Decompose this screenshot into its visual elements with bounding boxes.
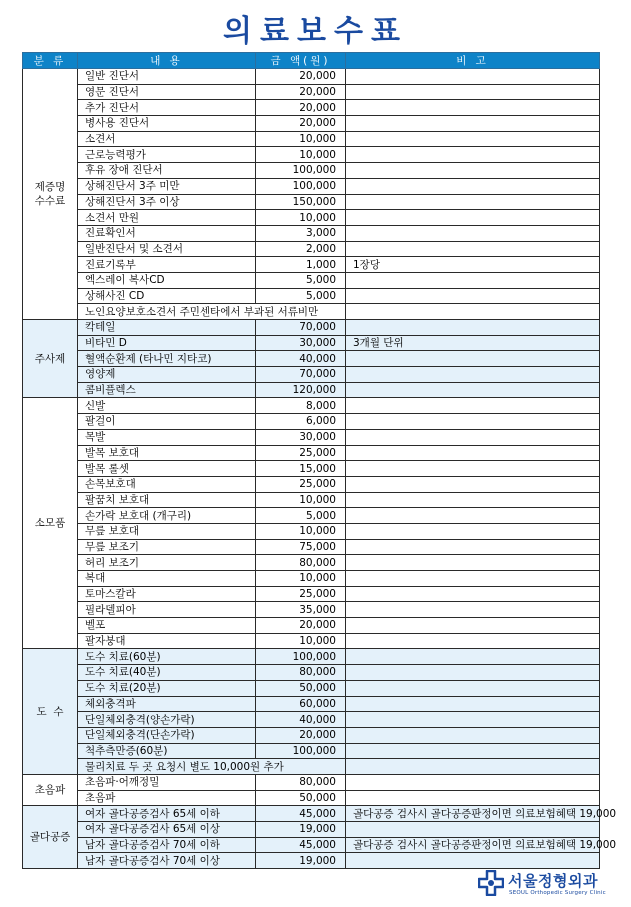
table-row [23,272,600,288]
header-category: 분 류 [23,53,78,69]
category-label: 소모품 [34,517,66,530]
category-label: 초음파 [34,784,66,797]
amount-cell: 10,000 [256,492,346,508]
amount-cell: 60,000 [256,696,346,712]
amount-cell: 10,000 [256,523,346,539]
table-row [23,523,600,539]
amount-cell: 100,000 [256,163,346,179]
category-label: 도 수 [36,705,64,718]
note-cell [346,382,600,398]
item-cell: 단일체외충격(양손가락) [78,712,256,728]
note-cell [346,100,600,116]
note-cell [346,272,600,288]
item-cell: 무릎 보호대 [78,523,256,539]
amount-cell: 30,000 [256,429,346,445]
note-cell: 골다공증 검사시 골다공증판정이면 의료보험혜택 19,000 [346,806,600,822]
table-row [23,414,600,430]
table-row [23,194,600,210]
amount-cell: 25,000 [256,476,346,492]
table-row [23,649,600,665]
item-cell: 벨포 [78,618,256,634]
item-cell: 노인요양보호소견서 주민센타에서 부과된 서류비만 [78,304,346,320]
table-row [23,116,600,132]
note-cell [346,210,600,226]
item-cell: 엑스레이 복사CD [78,272,256,288]
note-cell [346,822,600,838]
table-row [23,445,600,461]
note-cell [346,665,600,681]
note-cell [346,727,600,743]
item-cell: 단일체외충격(단손가락) [78,727,256,743]
amount-cell: 45,000 [256,837,346,853]
table-row [23,759,600,775]
note-cell [346,429,600,445]
amount-cell: 5,000 [256,272,346,288]
amount-cell: 20,000 [256,69,346,85]
table-row [23,367,600,383]
table-row [23,774,600,790]
amount-cell: 100,000 [256,743,346,759]
amount-cell: 70,000 [256,320,346,336]
clinic-name: 서울정형외과 [508,872,598,890]
note-cell [346,351,600,367]
note-cell [346,743,600,759]
note-cell [346,367,600,383]
item-cell: 진료확인서 [78,225,256,241]
amount-cell: 25,000 [256,586,346,602]
amount-cell: 50,000 [256,790,346,806]
table-row [23,100,600,116]
table-row [23,84,600,100]
amount-cell: 80,000 [256,555,346,571]
amount-cell: 40,000 [256,351,346,367]
table-row [23,335,600,351]
amount-cell: 75,000 [256,539,346,555]
item-cell: 도수 치료(20분) [78,680,256,696]
item-cell: 발목 롤셋 [78,461,256,477]
note-cell [346,508,600,524]
item-cell: 영문 진단서 [78,84,256,100]
note-cell [346,320,600,336]
item-cell: 척추측만증(60분) [78,743,256,759]
item-cell: 손목보호대 [78,476,256,492]
amount-cell: 100,000 [256,649,346,665]
header-content: 내 용 [78,53,256,69]
note-cell [346,84,600,100]
item-cell: 허리 보조기 [78,555,256,571]
amount-cell: 100,000 [256,178,346,194]
note-cell [346,602,600,618]
amount-cell: 35,000 [256,602,346,618]
table-row [23,602,600,618]
table-row [23,555,600,571]
table-row [23,304,600,320]
table-row [23,571,600,587]
note-cell [346,680,600,696]
category-cell [23,320,78,398]
amount-cell: 10,000 [256,571,346,587]
item-cell: 소견서 만원 [78,210,256,226]
table-row [23,696,600,712]
category-label: 골다공증 [29,831,71,844]
amount-cell: 20,000 [256,727,346,743]
table-row [23,853,600,869]
note-cell [346,194,600,210]
note-cell [346,163,600,179]
note-cell [346,178,600,194]
note-cell [346,147,600,163]
amount-cell: 25,000 [256,445,346,461]
table-row [23,476,600,492]
note-cell [346,696,600,712]
note-cell [346,853,600,869]
item-cell: 목발 [78,429,256,445]
note-cell [346,476,600,492]
amount-cell: 40,000 [256,712,346,728]
category-cell [23,806,78,869]
item-cell: 복대 [78,571,256,587]
item-cell: 칵테일 [78,320,256,336]
table-row [23,837,600,853]
note-cell [346,116,600,132]
amount-cell: 80,000 [256,665,346,681]
amount-cell: 6,000 [256,414,346,430]
table-row [23,320,600,336]
category-label: 주사제 [34,352,66,365]
note-cell [346,774,600,790]
amount-cell: 30,000 [256,335,346,351]
category-cell [23,398,78,649]
amount-cell: 8,000 [256,398,346,414]
item-cell: 팔자붕대 [78,633,256,649]
table-row [23,241,600,257]
item-cell: 발목 보호대 [78,445,256,461]
table-row [23,257,600,273]
table-row [23,806,600,822]
item-cell: 체외충격파 [78,696,256,712]
note-cell [346,571,600,587]
item-cell: 신발 [78,398,256,414]
item-cell: 초음파 [78,790,256,806]
item-cell: 근로능력평가 [78,147,256,163]
table-row [23,633,600,649]
table-row [23,225,600,241]
amount-cell: 70,000 [256,367,346,383]
amount-cell: 20,000 [256,84,346,100]
clinic-cross-icon [478,870,504,896]
note-cell [346,555,600,571]
table-row [23,665,600,681]
category-label: 제증명 수수료 [34,181,66,207]
clinic-subtitle: SEOUL Orthopedic Surgery Clinic [509,890,606,896]
note-cell [346,414,600,430]
item-cell: 여자 골다공증검사 65세 이상 [78,822,256,838]
amount-cell: 20,000 [256,116,346,132]
amount-cell: 150,000 [256,194,346,210]
item-cell: 소견서 [78,131,256,147]
item-cell: 후유 장애 진단서 [78,163,256,179]
amount-cell: 20,000 [256,618,346,634]
amount-cell: 19,000 [256,822,346,838]
note-cell [346,649,600,665]
note-cell [346,225,600,241]
amount-cell: 50,000 [256,680,346,696]
table-row [23,492,600,508]
header-note: 비 고 [346,53,600,69]
amount-cell: 10,000 [256,147,346,163]
category-cell [23,69,78,320]
note-cell [346,586,600,602]
item-cell: 도수 치료(40분) [78,665,256,681]
amount-cell: 10,000 [256,633,346,649]
table-row [23,351,600,367]
item-cell: 무릎 보조기 [78,539,256,555]
note-cell: 3개월 단위 [346,335,600,351]
note-cell [346,131,600,147]
table-row [23,398,600,414]
item-cell: 팔꿈치 보호대 [78,492,256,508]
item-cell: 콤비플렉스 [78,382,256,398]
item-cell: 영양제 [78,367,256,383]
note-cell [346,539,600,555]
table-row [23,163,600,179]
amount-cell: 5,000 [256,288,346,304]
item-cell: 팔걸이 [78,414,256,430]
table-row [23,382,600,398]
table-row [23,147,600,163]
fee-table [22,52,617,869]
note-cell [346,523,600,539]
note-cell [346,288,600,304]
note-cell [346,759,600,775]
item-cell: 상해진단서 3주 이상 [78,194,256,210]
table-row [23,539,600,555]
amount-cell: 3,000 [256,225,346,241]
table-row [23,712,600,728]
item-cell: 추가 진단서 [78,100,256,116]
item-cell: 상해사진 CD [78,288,256,304]
amount-cell: 1,000 [256,257,346,273]
note-cell [346,69,600,85]
note-cell: 1장당 [346,257,600,273]
note-cell [346,445,600,461]
amount-cell: 10,000 [256,131,346,147]
table-row [23,586,600,602]
table-row [23,743,600,759]
note-cell: 골다공증 검사시 골다공증판정이면 의료보험혜택 19,000 [346,837,600,853]
amount-cell: 120,000 [256,382,346,398]
table-row [23,210,600,226]
header-amount: 금 액(원) [256,53,346,69]
item-cell: 토마스칼라 [78,586,256,602]
amount-cell: 2,000 [256,241,346,257]
table-row [23,680,600,696]
table-row [23,429,600,445]
table-row [23,178,600,194]
amount-cell: 15,000 [256,461,346,477]
amount-cell: 5,000 [256,508,346,524]
item-cell: 물리치료 두 곳 요청시 별도 10,000원 추가 [78,759,346,775]
item-cell: 여자 골다공증검사 65세 이하 [78,806,256,822]
table-row [23,727,600,743]
note-cell [346,790,600,806]
item-cell: 진료기록부 [78,257,256,273]
fee-table-body [23,69,617,869]
item-cell: 필라델피아 [78,602,256,618]
amount-cell: 45,000 [256,806,346,822]
note-cell [346,633,600,649]
category-cell [23,649,78,775]
item-cell: 남자 골다공증검사 70세 이하 [78,837,256,853]
table-row [23,131,600,147]
table-header-row [23,53,600,69]
note-cell [346,618,600,634]
category-cell [23,774,78,805]
item-cell: 일반진단서 및 소견서 [78,241,256,257]
note-cell [346,461,600,477]
note-cell [346,712,600,728]
item-cell: 혈액순환제 (타나민 지타코) [78,351,256,367]
table-row [23,508,600,524]
amount-cell: 20,000 [256,100,346,116]
item-cell: 병사용 진단서 [78,116,256,132]
table-row [23,822,600,838]
table-row [23,69,600,85]
item-cell: 손가락 보호대 (개구리) [78,508,256,524]
table-row [23,790,600,806]
item-cell: 상해진단서 3주 미만 [78,178,256,194]
clinic-logo [478,868,608,902]
table-row [23,618,600,634]
table-row [23,461,600,477]
table-row [23,288,600,304]
item-cell: 남자 골다공증검사 70세 이상 [78,853,256,869]
amount-cell: 80,000 [256,774,346,790]
note-cell [346,241,600,257]
page-title: 의료보수표 [223,14,408,49]
amount-cell: 10,000 [256,210,346,226]
note-cell [346,398,600,414]
amount-cell: 19,000 [256,853,346,869]
item-cell: 비타민 D [78,335,256,351]
item-cell: 일반 진단서 [78,69,256,85]
note-cell [346,492,600,508]
note-cell [346,304,600,320]
item-cell: 도수 치료(60분) [78,649,256,665]
item-cell: 초음파·어깨정밀 [78,774,256,790]
